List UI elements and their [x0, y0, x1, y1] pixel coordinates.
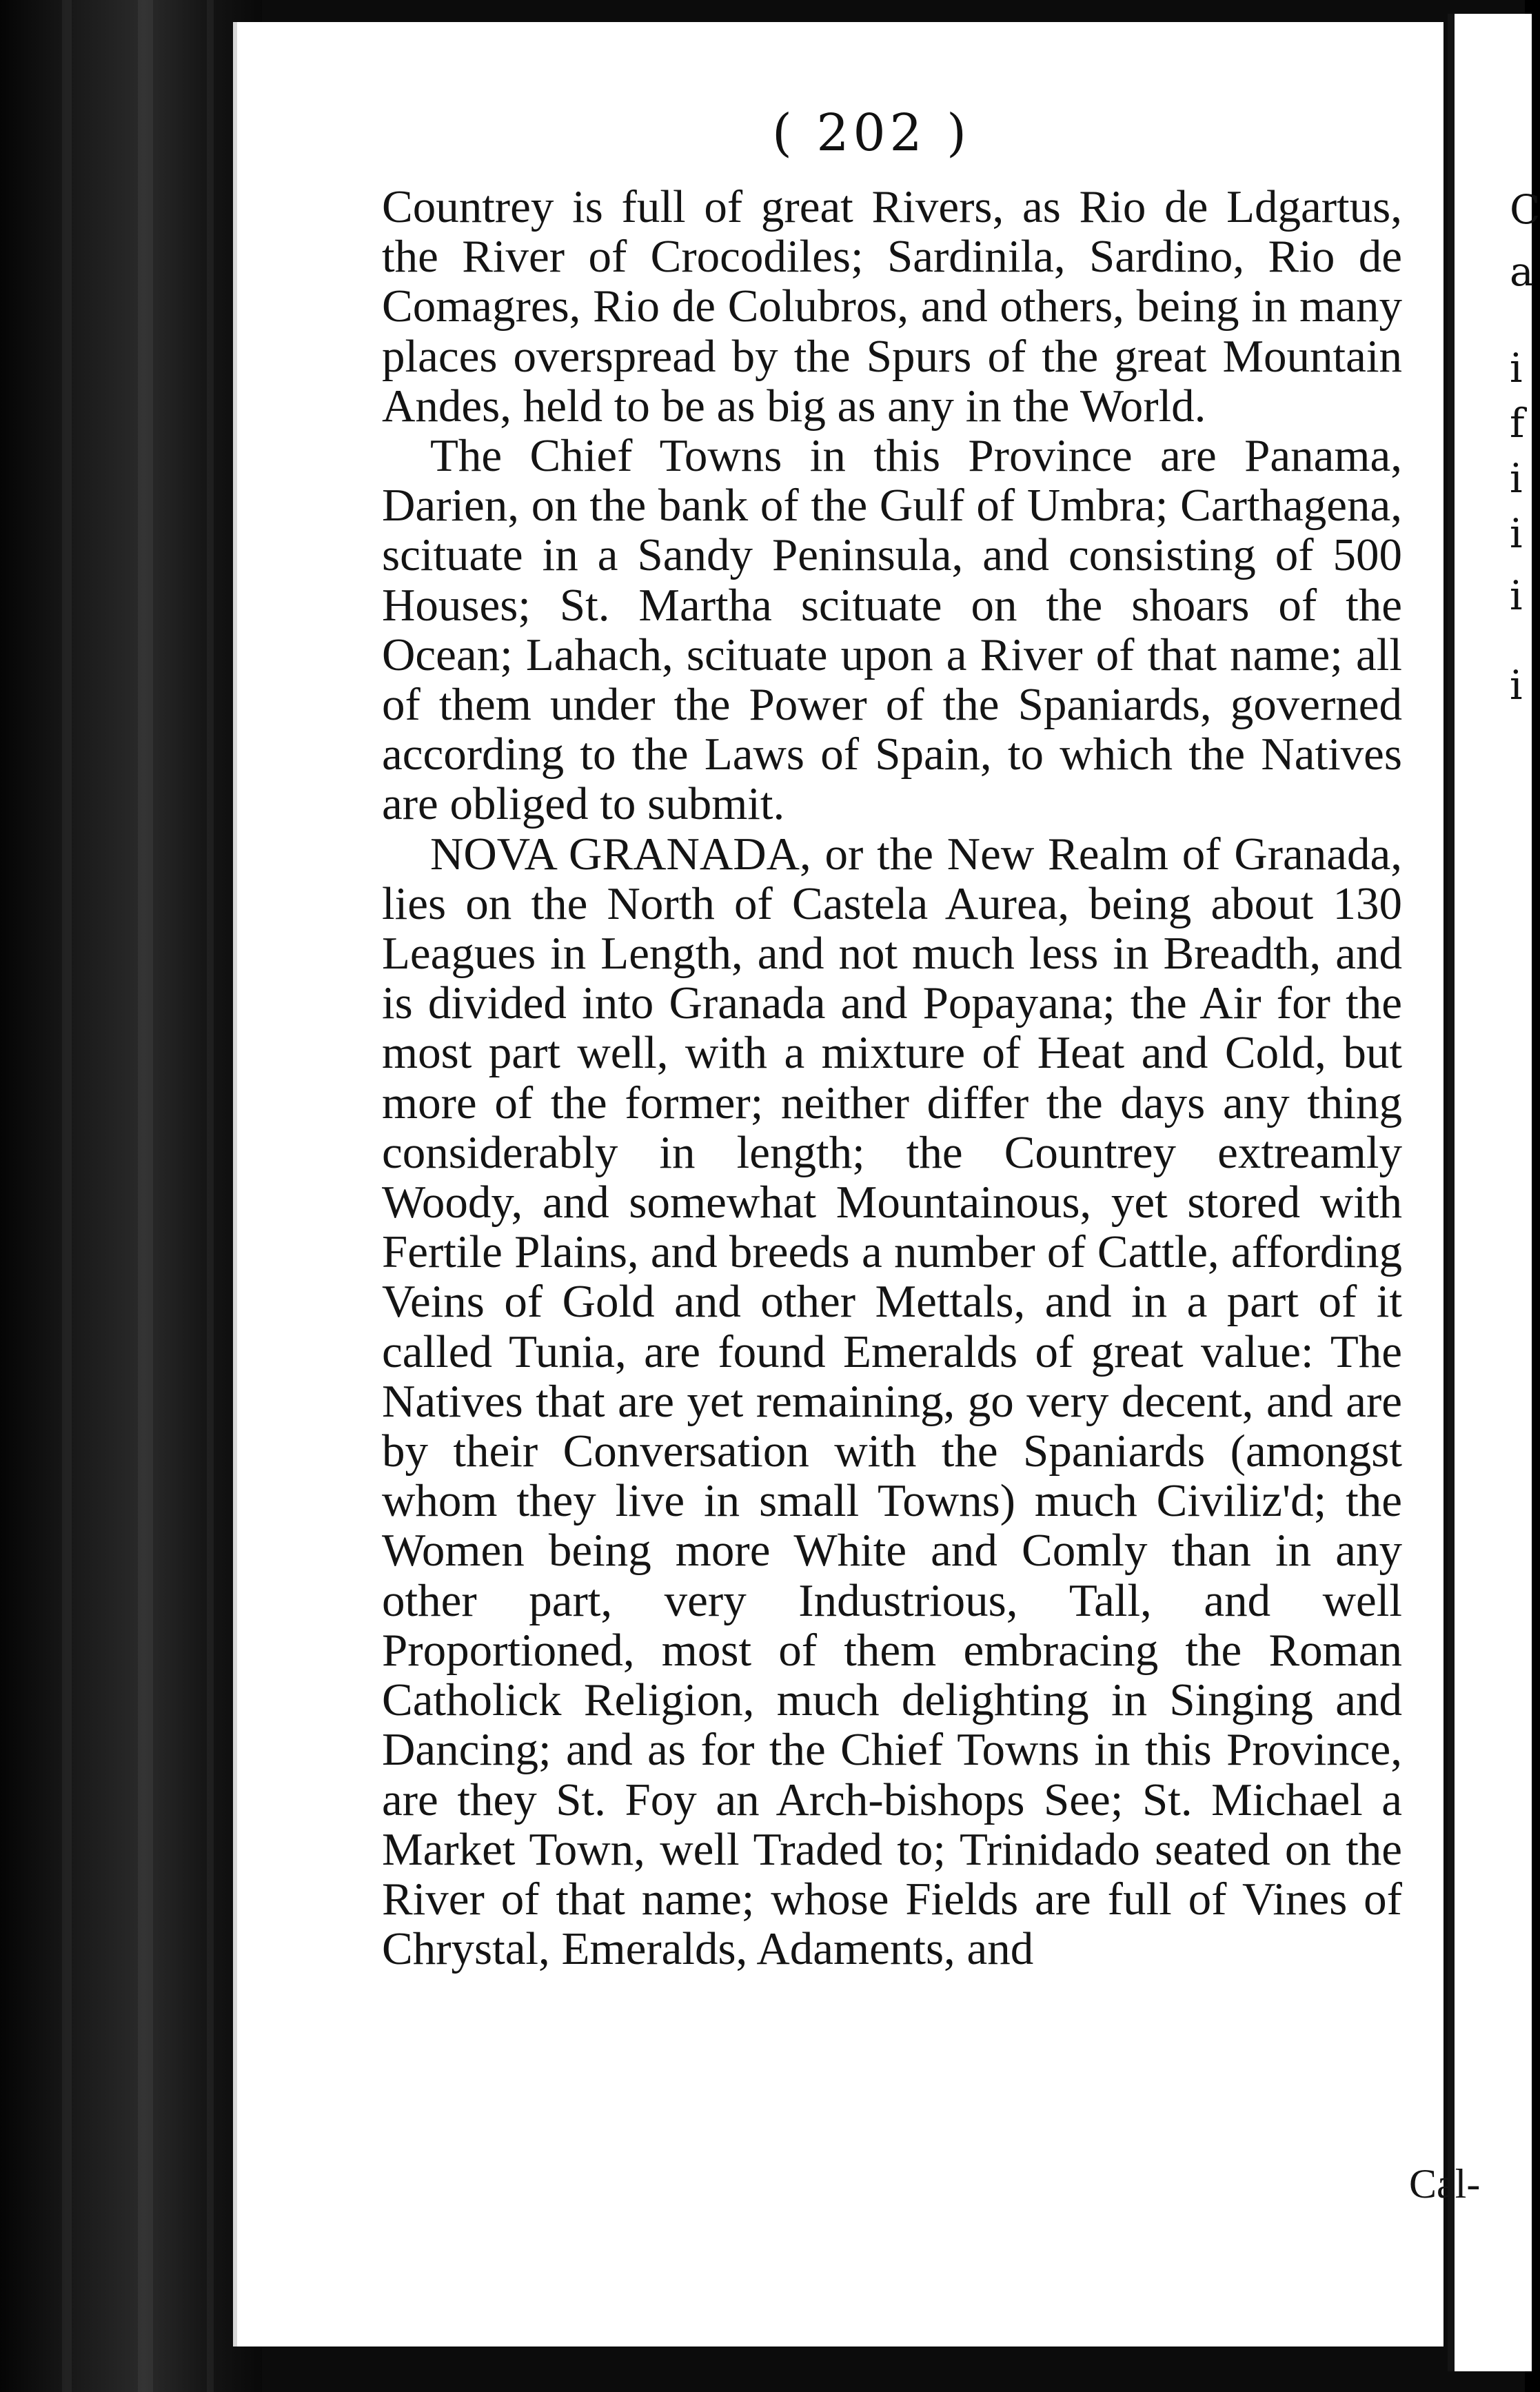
facing-page-letter: i	[1510, 572, 1523, 619]
facing-page-letter: f	[1510, 400, 1525, 447]
facing-page-letter: i	[1510, 345, 1523, 392]
facing-page-letter: i	[1510, 510, 1523, 557]
page-number: ( 202 )	[771, 103, 971, 163]
gutter-streak	[207, 0, 214, 2392]
gutter-streak	[62, 0, 72, 2392]
paragraph: Countrey is full of great Rivers, as Rio de Ldgartus, the River of Crocodiles; Sardinila, Sardino, Rio de Comagres, Rio de Colubros, and others, being in many places overspread by the Spurs of the great Mountain Andes, held to be as big as any in the World.	[382, 181, 1402, 432]
book-gutter	[0, 0, 262, 2392]
paragraph: NOVA GRANADA, or the New Realm of Granada, lies on the North of Castela Aurea, being about 130 Leagues in Length, and not much less in Breadth, and is divided into Granada and Popayana; the Air for the most part well, with a mixture of Heat and Cold, but more of the former; neither differ the days any thing considerably in length; the Countrey extreamly Woody, and somewhat Mountainous, yet stored with Fertile Plains, and breeds a number of Cattle, affording Veins of Gold and other Mettals, and in a part of it called Tunia, are found Emeralds of great value: The Natives that are yet remaining, go very decent, and are by their Conversation with the Spaniards (amongst whom they live in small Towns) much Civiliz'd; the Women being more White and Comly than in any other part, very Industrious, Tall, and well Proportioned, most of them embracing the Roman Catholick Religion, much delighting in Singing and Dancing; and as for the Chief Towns in this Province, are they St. Foy an Arch-bishops See; St. Michael a Market Town, well Traded to; Trinidado seated on the River of that name; whose Fields are full of Vines of Chrystal, Emeralds, Adaments, and	[382, 828, 1402, 1975]
facing-page-letter: C	[1510, 186, 1540, 233]
gutter-streak	[138, 0, 153, 2392]
facing-page-letter: a	[1510, 248, 1534, 295]
printed-page	[233, 22, 1481, 2347]
facing-page-letter: i	[1510, 662, 1523, 709]
catchword: Cal-	[1409, 2161, 1481, 2207]
paragraph: The Chief Towns in this Province are Panama, Darien, on the bank of the Gulf of Umbra; Carthagena, scituate in a Sandy Peninsula, and consisting of 500 Houses; St. Martha scituate on the shoars of the Ocean; Lahach, scituate upon a River of that name; all of them under the Power of the Spaniards, governed according to the Laws of Spain, to which the Natives are obliged to submit.	[382, 430, 1402, 830]
facing-page-letter: i	[1510, 455, 1523, 502]
body-text	[382, 182, 1402, 1974]
